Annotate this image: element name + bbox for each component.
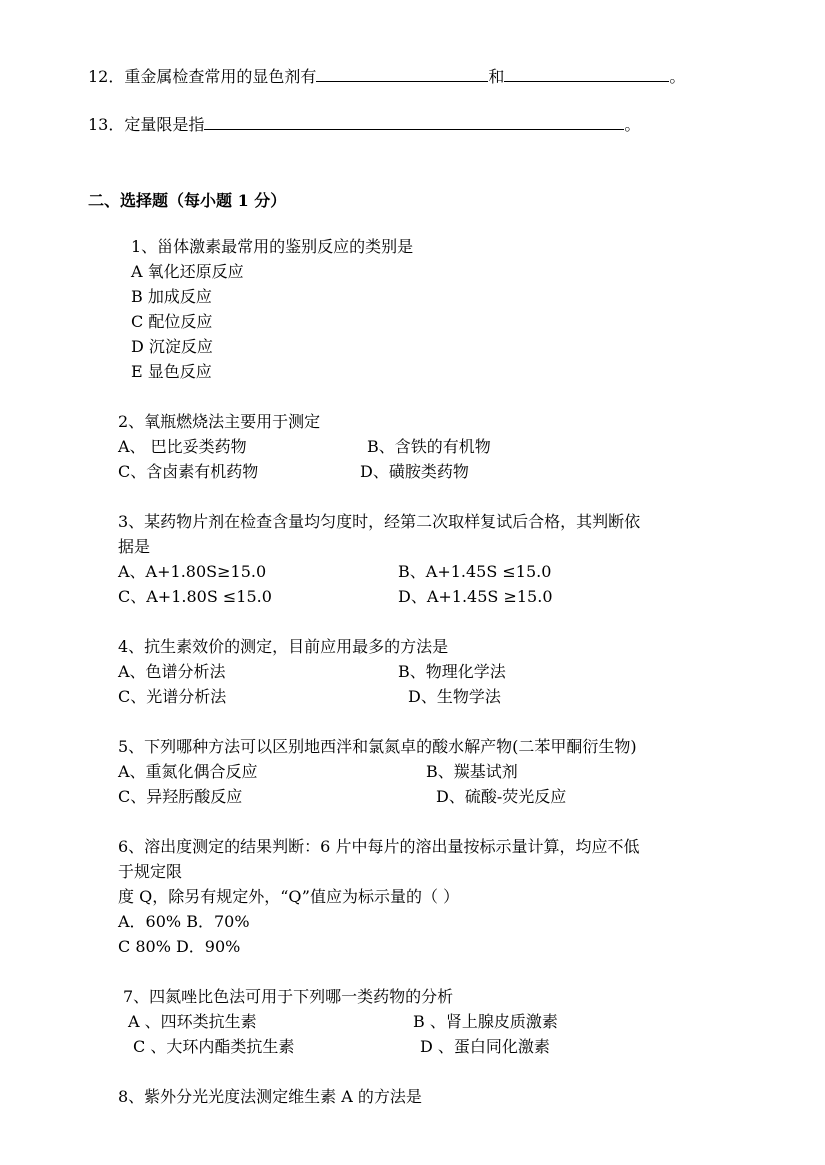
question-2-option-c: C、含卤素有机药物 [118, 462, 259, 481]
question-12-text: 12．重金属检查常用的显色剂有 [88, 67, 317, 86]
question-5-option-b: B、羰基试剂 [426, 762, 518, 781]
question-3-option-c: C、A+1.80S ≤15.0 [118, 587, 272, 606]
question-3-option-d: D、A+1.45S ≥15.0 [398, 587, 553, 606]
question-6-stem-cont: 于规定限 [118, 862, 183, 881]
question-4-option-a: A、色谱分析法 [118, 662, 226, 681]
question-2-option-a: A、 巴比妥类药物 [118, 437, 247, 456]
question-1-option-a: A 氧化还原反应 [131, 262, 244, 281]
question-2-option-b: B、含铁的有机物 [367, 437, 491, 456]
question-7-option-b: B 、肾上腺皮质激素 [413, 1012, 558, 1031]
question-5-option-a: A、重氮化偶合反应 [118, 762, 258, 781]
question-6-options-cd: C 80% D．90% [118, 937, 241, 956]
question-8-stem: 8、紫外分光光度法测定维生素 A 的方法是 [118, 1087, 422, 1106]
question-4-option-d: D、生物学法 [408, 687, 501, 706]
question-5-option-d: D、硫酸-荧光反应 [436, 787, 567, 806]
question-1-stem: 1、甾体激素最常用的鉴别反应的类别是 [131, 237, 414, 256]
question-5-option-c: C、异羟肟酸反应 [118, 787, 243, 806]
question-3-option-a: A、A+1.80S≥15.0 [118, 562, 267, 581]
answer-blank-13[interactable] [204, 114, 624, 130]
question-4-stem: 4、抗生素效价的测定，目前应用最多的方法是 [118, 637, 449, 656]
answer-blank-12a[interactable] [316, 66, 488, 82]
question-13 [88, 114, 640, 135]
question-13-end: 。 [624, 115, 641, 134]
question-7-option-c: C 、大环内酯类抗生素 [133, 1037, 295, 1056]
answer-blank-12b[interactable] [504, 66, 669, 82]
question-3-option-b: B、A+1.45S ≤15.0 [398, 562, 552, 581]
question-13-text: 13．定量限是指 [88, 115, 205, 134]
question-1-option-e: E 显色反应 [131, 362, 212, 381]
question-3-stem: 3、某药物片剂在检查含量均匀度时，经第二次取样复试后合格，其判断依 [118, 512, 641, 531]
question-4-option-b: B、物理化学法 [398, 662, 506, 681]
question-6-stem-cont-2: 度 Q，除另有规定外，“Q”值应为标示量的（ ） [118, 887, 460, 906]
question-2-stem: 2、氧瓶燃烧法主要用于测定 [118, 412, 321, 431]
section-title: 二、选择题（每小题 1 分） [88, 191, 287, 210]
question-12-and: 和 [488, 67, 505, 86]
question-5-stem: 5、下列哪种方法可以区别地西泮和氯氮卓的酸水解产物(二苯甲酮衍生物) [118, 737, 637, 756]
question-2-option-d: D、磺胺类药物 [360, 462, 469, 481]
question-7-option-d: D 、蛋白同化激素 [420, 1037, 550, 1056]
question-1-option-d: D 沉淀反应 [131, 337, 213, 356]
question-3-stem-cont: 据是 [118, 537, 151, 556]
question-4-option-c: C、光谱分析法 [118, 687, 227, 706]
question-12 [88, 66, 685, 87]
question-12-end: 。 [669, 67, 686, 86]
question-1-option-c: C 配位反应 [131, 312, 213, 331]
question-7-stem: 7、四氮唑比色法可用于下列哪一类药物的分析 [123, 987, 454, 1006]
question-1-option-b: B 加成反应 [131, 287, 212, 306]
question-6-options-ab: A．60% B．70% [118, 912, 250, 931]
question-7-option-a: A 、四环类抗生素 [128, 1012, 257, 1031]
question-6-stem: 6、溶出度测定的结果判断：6 片中每片的溶出量按标示量计算，均应不低 [118, 837, 640, 856]
